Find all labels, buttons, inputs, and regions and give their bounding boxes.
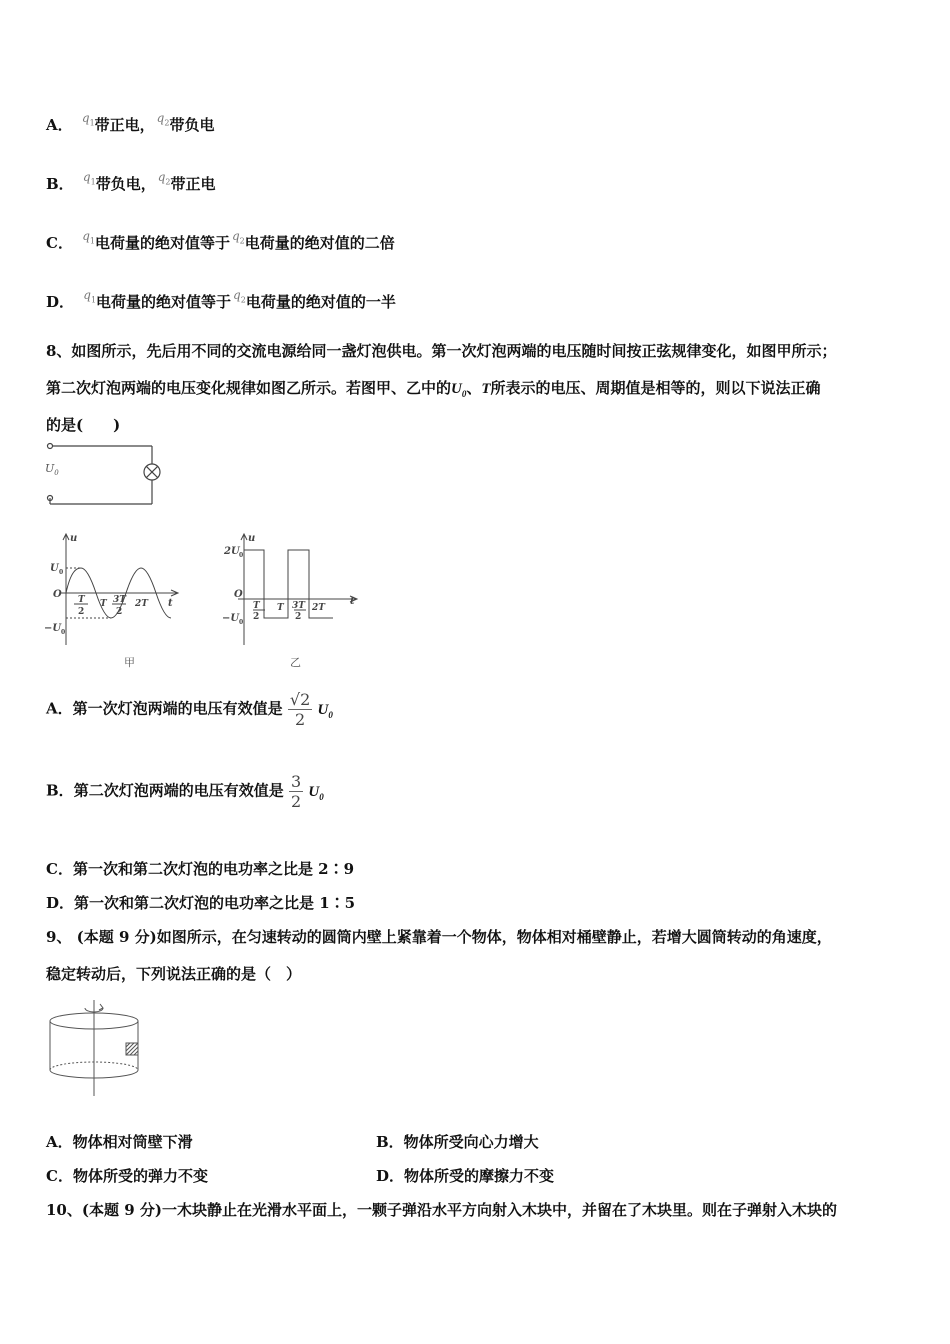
q1-symbol: q1 [83,288,97,305]
terminal-top [48,444,53,449]
q9-line-2: 稳定转动后，下列说法正确的是（ ） [46,965,302,983]
q7-option-d [46,288,396,312]
u0-label: U [50,563,59,574]
axis-t-label: t [168,598,173,609]
svg-text:2T: 2T [135,599,148,609]
svg-text:T: T [78,595,85,605]
q1-symbol: q1 [81,111,95,128]
circuit-voltage-label: $U_0$ [45,462,59,478]
svg-text:2T: 2T [312,603,325,613]
q9-option-c: C．物体所受的弹力不变 [46,1167,208,1185]
q8-line-2: 第二次灯泡两端的电压变化规律如图乙所示。若图甲、乙中的$U_0$、T所表示的电压、周期值是相等的，则以下说法正确 [46,379,821,399]
q9-option-b: B．物体所受向心力增大 [376,1133,539,1151]
t-symbol: T [481,381,491,397]
q8-option-c: C．第一次和第二次灯泡的电功率之比是 2∶9 [46,860,355,878]
svg-text:2: 2 [78,607,85,617]
q7-option-b [46,170,216,194]
axis-t-label: t [350,596,355,607]
option-text: 带正电， [94,116,155,134]
fraction-3-over-2: $\frac{3}{2}$ [290,772,302,812]
q2-symbol: q2 [233,288,246,305]
option-text: 带正电 [170,175,216,193]
q10-line-1: 10、(本题 9 分)一木块静止在光滑水平面上，一颗子弹沿水平方向射入木块中，并留在了木块里。则在子弹射入木块的 [46,1201,837,1219]
option-text: 电荷量的绝对值等于 [94,234,230,252]
circuit-diagram [40,440,170,510]
neg-u0-label: −U [44,623,62,634]
u0-symbol: $U_0$ [451,381,467,399]
option-text: 带负电， [95,175,156,193]
svg-text:3T: 3T [292,601,305,611]
q8-option-b: B．第二次灯泡两端的电压有效值是 $\frac{3}{2}$ $U_0$ [46,772,324,812]
svg-text:0: 0 [239,619,244,626]
q9-line-1: 9、 (本题 9 分)如图所示，在匀速转动的圆筒内壁上紧靠着一个物体，物体相对桶壁静止，若增大圆筒转动的角速度， [46,928,832,946]
svg-text:T: T [100,599,107,609]
origin-label: O [53,589,62,600]
figure-yi-square [222,530,372,650]
svg-text:0: 0 [59,569,64,576]
option-text: 带负电 [169,116,215,134]
q2-symbol: q2 [231,229,245,246]
q8-line-3: 的是( ) [46,416,121,434]
neg-u0-label: −U [222,613,240,624]
option-label: A． [46,116,73,134]
figure-jia-sine [40,530,190,650]
q9-option-d: D．物体所受的摩擦力不变 [376,1167,555,1185]
q7-option-c [46,229,395,253]
origin-label: O [234,589,243,600]
q7-option-a [46,111,215,135]
q1-symbol: q1 [82,229,95,246]
svg-text:T: T [277,603,284,613]
svg-text:3T: 3T [113,595,126,605]
q2-symbol: q2 [157,170,171,187]
svg-text:2: 2 [116,607,123,617]
svg-text:0: 0 [61,629,66,636]
q9-option-a: A．物体相对筒壁下滑 [46,1133,193,1151]
fraction-sqrt2-over-2: $\frac{√2}{2}$ [289,690,311,730]
option-label: D． [46,293,75,311]
two-u0-label: 2U [224,546,240,557]
figure-yi-caption: 乙 [290,656,301,669]
option-label: C． [46,234,73,252]
q8-option-a: A．第一次灯泡两端的电压有效值是 $\frac{√2}{2}$ $U_0$ [46,690,333,730]
q8-line-1: 8、如图所示，先后用不同的交流电源给同一盏灯泡供电。第一次灯泡两端的电压随时间按正弦规律变化，如图甲所示； [46,342,837,360]
rotating-cylinder-figure [45,998,155,1098]
option-text: 电荷量的绝对值的一半 [245,293,396,311]
svg-text:2: 2 [295,612,302,622]
svg-text:T: T [253,601,260,611]
svg-text:2: 2 [253,612,260,622]
axis-u-label: u [248,533,256,544]
q1-symbol: q1 [82,170,96,187]
q8-option-d: D．第一次和第二次灯泡的电功率之比是 1∶5 [46,894,356,912]
q2-symbol: q2 [156,111,170,128]
option-label: B． [46,175,74,193]
figure-jia-caption: 甲 [124,656,135,669]
option-text: 电荷量的绝对值的二倍 [244,234,395,252]
option-text: 电荷量的绝对值等于 [96,293,232,311]
svg-text:0: 0 [239,552,244,559]
axis-u-label: u [70,533,78,544]
